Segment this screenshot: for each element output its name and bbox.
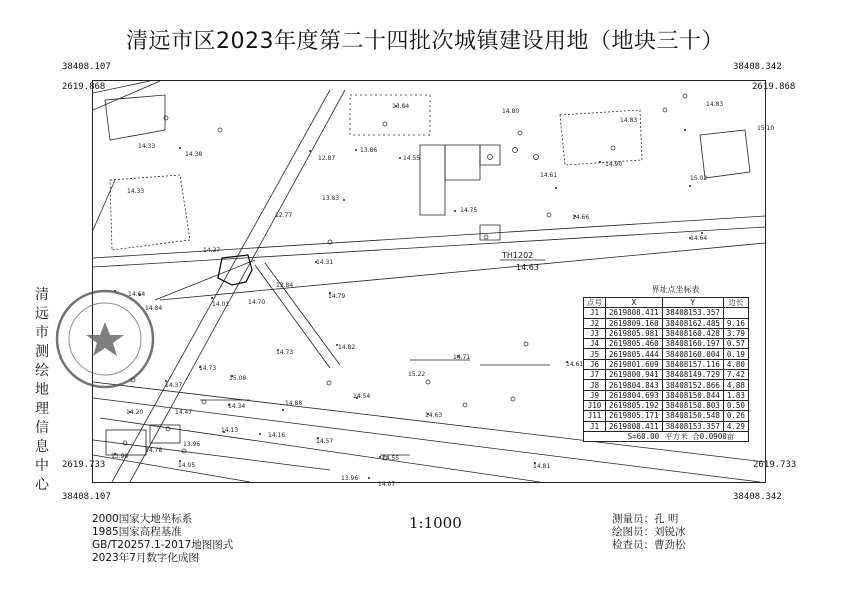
elevation-label: 14.31 [316, 259, 334, 266]
role-label: 测量员： [612, 513, 654, 525]
role-label: 检查员： [612, 539, 654, 551]
table-row [584, 349, 749, 359]
table-cell-len: 1.83 [723, 390, 748, 400]
table-cell-len: 9.16 [723, 318, 748, 328]
coordinate-table-title: 界址点坐标表 [651, 285, 700, 294]
table-header-row [584, 298, 749, 308]
vegetation-marks [200, 360, 550, 455]
role-label: 绘图员： [612, 526, 654, 538]
elevation-label: 13.90 [111, 453, 129, 460]
elevation-label: 15.02 [690, 175, 708, 182]
table-cell-y: 38408162.485 [662, 318, 723, 328]
column-header: 边长 [723, 298, 748, 308]
elevation-label: 13.84 [392, 103, 410, 110]
elevation-label: 14.38 [185, 151, 203, 158]
table-cell-pt: J10 [584, 400, 606, 410]
seal-stamp [57, 291, 153, 387]
table-row [584, 308, 749, 318]
area-label: S=60.00 [584, 431, 663, 441]
elevation-label: 14.54 [353, 393, 371, 400]
elevation-label: 14.55 [382, 455, 400, 462]
table-cell-pt: J1 [584, 308, 606, 318]
table-cell-y: 38408149.729 [662, 370, 723, 380]
elevation-label: 13.96 [183, 441, 201, 448]
corner-bottom-left-x: 38408.107 [62, 492, 111, 502]
elevation-label: 14.78 [145, 447, 163, 454]
table-cell-pt: J2 [584, 318, 606, 328]
table-cell-pt: J1 [584, 421, 606, 431]
table-cell-y: 38408160.197 [662, 339, 723, 349]
footer-line: 2023年7月数字化成图 [92, 552, 199, 564]
parcel-id-label: TH1202 [502, 251, 534, 260]
table-row [584, 411, 749, 421]
table-cell-x: 2619804.843 [606, 380, 663, 390]
table-row [584, 390, 749, 400]
corner-bottom-left-y: 2619.733 [62, 460, 106, 470]
table-cell-len: 0.19 [723, 349, 748, 359]
table-cell-pt: J8 [584, 380, 606, 390]
coordinate-table [583, 297, 749, 442]
elevation-label: 14.73 [276, 349, 294, 356]
table-cell-pt: J11 [584, 411, 606, 421]
table-cell-y: 38408160.004 [662, 349, 723, 359]
corner-top-right-y: 2619.868 [752, 82, 796, 92]
elevation-label: 14.07 [378, 481, 396, 488]
table-cell-x: 2619808.411 [606, 308, 663, 318]
elevation-label: 14.80 [502, 108, 520, 115]
elevation-label: 14.37 [203, 247, 221, 254]
table-row [584, 328, 749, 338]
table-cell-y: 38408153.357 [662, 308, 723, 318]
map-scale: 1:1000 [409, 514, 462, 532]
elevation-label: 14.82 [338, 344, 356, 351]
elevation-label: 15.08 [229, 375, 247, 382]
role-name: 曹劲松 [654, 539, 686, 551]
elevation-label: 14.13 [221, 427, 239, 434]
table-cell-y: 38408150.844 [662, 390, 723, 400]
elevation-label: 14.55 [403, 155, 421, 162]
elevation-label: 14.33 [138, 143, 156, 150]
footer-right-block [612, 513, 686, 552]
table-row [584, 421, 749, 431]
elevation-label: 14.16 [268, 432, 286, 439]
table-cell-y: 38408160.428 [662, 328, 723, 338]
elevation-label: 14.81 [533, 463, 551, 470]
elevation-label: 14.61 [566, 361, 584, 368]
elevation-label: 14.01 [212, 301, 230, 308]
elevation-label: 14.90 [605, 161, 623, 168]
table-cell-len: 0.57 [723, 339, 748, 349]
elevation-label: 14.63 [425, 412, 443, 419]
table-cell-pt: J4 [584, 339, 606, 349]
table-row [584, 380, 749, 390]
corner-top-left-x: 38408.107 [62, 62, 111, 72]
table-cell-pt: J9 [584, 390, 606, 400]
table-cell-x: 2619805.981 [606, 328, 663, 338]
table-cell-x: 2619805.192 [606, 400, 663, 410]
elevation-label: 14.70 [248, 299, 266, 306]
elevation-label: 14.66 [572, 214, 590, 221]
table-cell-len: 4.29 [723, 421, 748, 431]
table-row [584, 359, 749, 369]
elevation-label: 13.86 [360, 147, 378, 154]
elevation-label: 14.64 [690, 235, 708, 242]
table-cell-x: 2619805.171 [606, 411, 663, 421]
table-cell-len: 4.88 [723, 380, 748, 390]
elevation-label: 14.88 [285, 400, 303, 407]
table-cell-y: 38408153.357 [662, 421, 723, 431]
table-cell-len: 4.80 [723, 359, 748, 369]
column-header: Y [662, 298, 723, 308]
table-cell-x: 2619804.693 [606, 390, 663, 400]
corner-bottom-right-x: 38408.342 [733, 492, 782, 502]
elevation-label: 13.84 [276, 282, 294, 289]
role-name: 刘锐冰 [654, 526, 686, 538]
elevation-label: 14.47 [175, 409, 193, 416]
footer-left-block [92, 513, 233, 565]
table-cell-x: 2619805.444 [606, 349, 663, 359]
footer-line: 2000国家大地坐标系 [92, 513, 193, 525]
table-cell-x: 2619805.460 [606, 339, 663, 349]
table-cell-x: 2619808.411 [606, 421, 663, 431]
table-row [584, 370, 749, 380]
table-cell-len [723, 308, 748, 318]
area-row [584, 431, 749, 441]
table-cell-len: 0.26 [723, 411, 748, 421]
elevation-label: 14.64 [128, 291, 146, 298]
table-cell-len: 3.79 [723, 328, 748, 338]
table-cell-x: 2619809.160 [606, 318, 663, 328]
elevation-label: 15.10 [757, 125, 775, 132]
table-row [584, 318, 749, 328]
elevation-label: 14.75 [460, 207, 478, 214]
elevation-label: 14.61 [540, 172, 558, 179]
map-title: 清远市区2023年度第二十四批次城镇建设用地（地块三十） [126, 29, 724, 54]
elevation-label: 14.84 [145, 305, 163, 312]
elevation-label: 14.83 [706, 101, 724, 108]
table-cell-x: 2619800.941 [606, 370, 663, 380]
elevation-label: 13.83 [322, 195, 340, 202]
elevation-label: 12.87 [318, 155, 336, 162]
area-unit: 平方米 [665, 432, 688, 441]
column-header: 点号 [584, 298, 606, 308]
table-cell-len: 0.50 [723, 400, 748, 410]
table-cell-y: 38408150.803 [662, 400, 723, 410]
table-cell-pt: J7 [584, 370, 606, 380]
elevation-label: 14.37 [165, 382, 183, 389]
table-cell-len: 7.42 [723, 370, 748, 380]
footer-line: GB/T20257.1-2017地图图式 [92, 539, 234, 551]
table-cell-y: 38408157.116 [662, 359, 723, 369]
table-row [584, 339, 749, 349]
corner-bottom-right-y: 2619.733 [753, 460, 797, 470]
elevation-label: 13.96 [341, 475, 359, 482]
footer-line: 1985国家高程基准 [92, 526, 182, 538]
table-row [584, 400, 749, 410]
elevation-label: 12.77 [275, 212, 293, 219]
parcel-elevation-label: 14.63 [516, 263, 539, 272]
corner-top-left-y: 2619.868 [62, 82, 106, 92]
elevation-label: 14.34 [228, 403, 246, 410]
elevation-label: 14.20 [126, 409, 144, 416]
role-name: 孔 明 [654, 513, 679, 525]
corner-top-right-x: 38408.342 [733, 62, 782, 72]
table-cell-pt: J6 [584, 359, 606, 369]
area-mu: 合0.0900亩 [692, 432, 735, 441]
table-cell-pt: J5 [584, 349, 606, 359]
elevation-label: 14.73 [199, 365, 217, 372]
table-cell-pt: J3 [584, 328, 606, 338]
column-header: X [606, 298, 663, 308]
elevation-label: 14.79 [328, 293, 346, 300]
surveying-center-label: 清远市测绘地理信息中心 [35, 287, 49, 493]
elevation-label: 14.57 [316, 438, 334, 445]
table-cell-y: 38408150.548 [662, 411, 723, 421]
elevation-label: 14.83 [620, 117, 638, 124]
table-cell-y: 38408152.866 [662, 380, 723, 390]
elevation-label: 14.33 [127, 188, 145, 195]
elevation-label: 15.22 [408, 371, 426, 378]
elevation-label: 14.71 [453, 354, 471, 361]
elevation-label: 14.05 [178, 462, 196, 469]
table-cell-x: 2619801.609 [606, 359, 663, 369]
